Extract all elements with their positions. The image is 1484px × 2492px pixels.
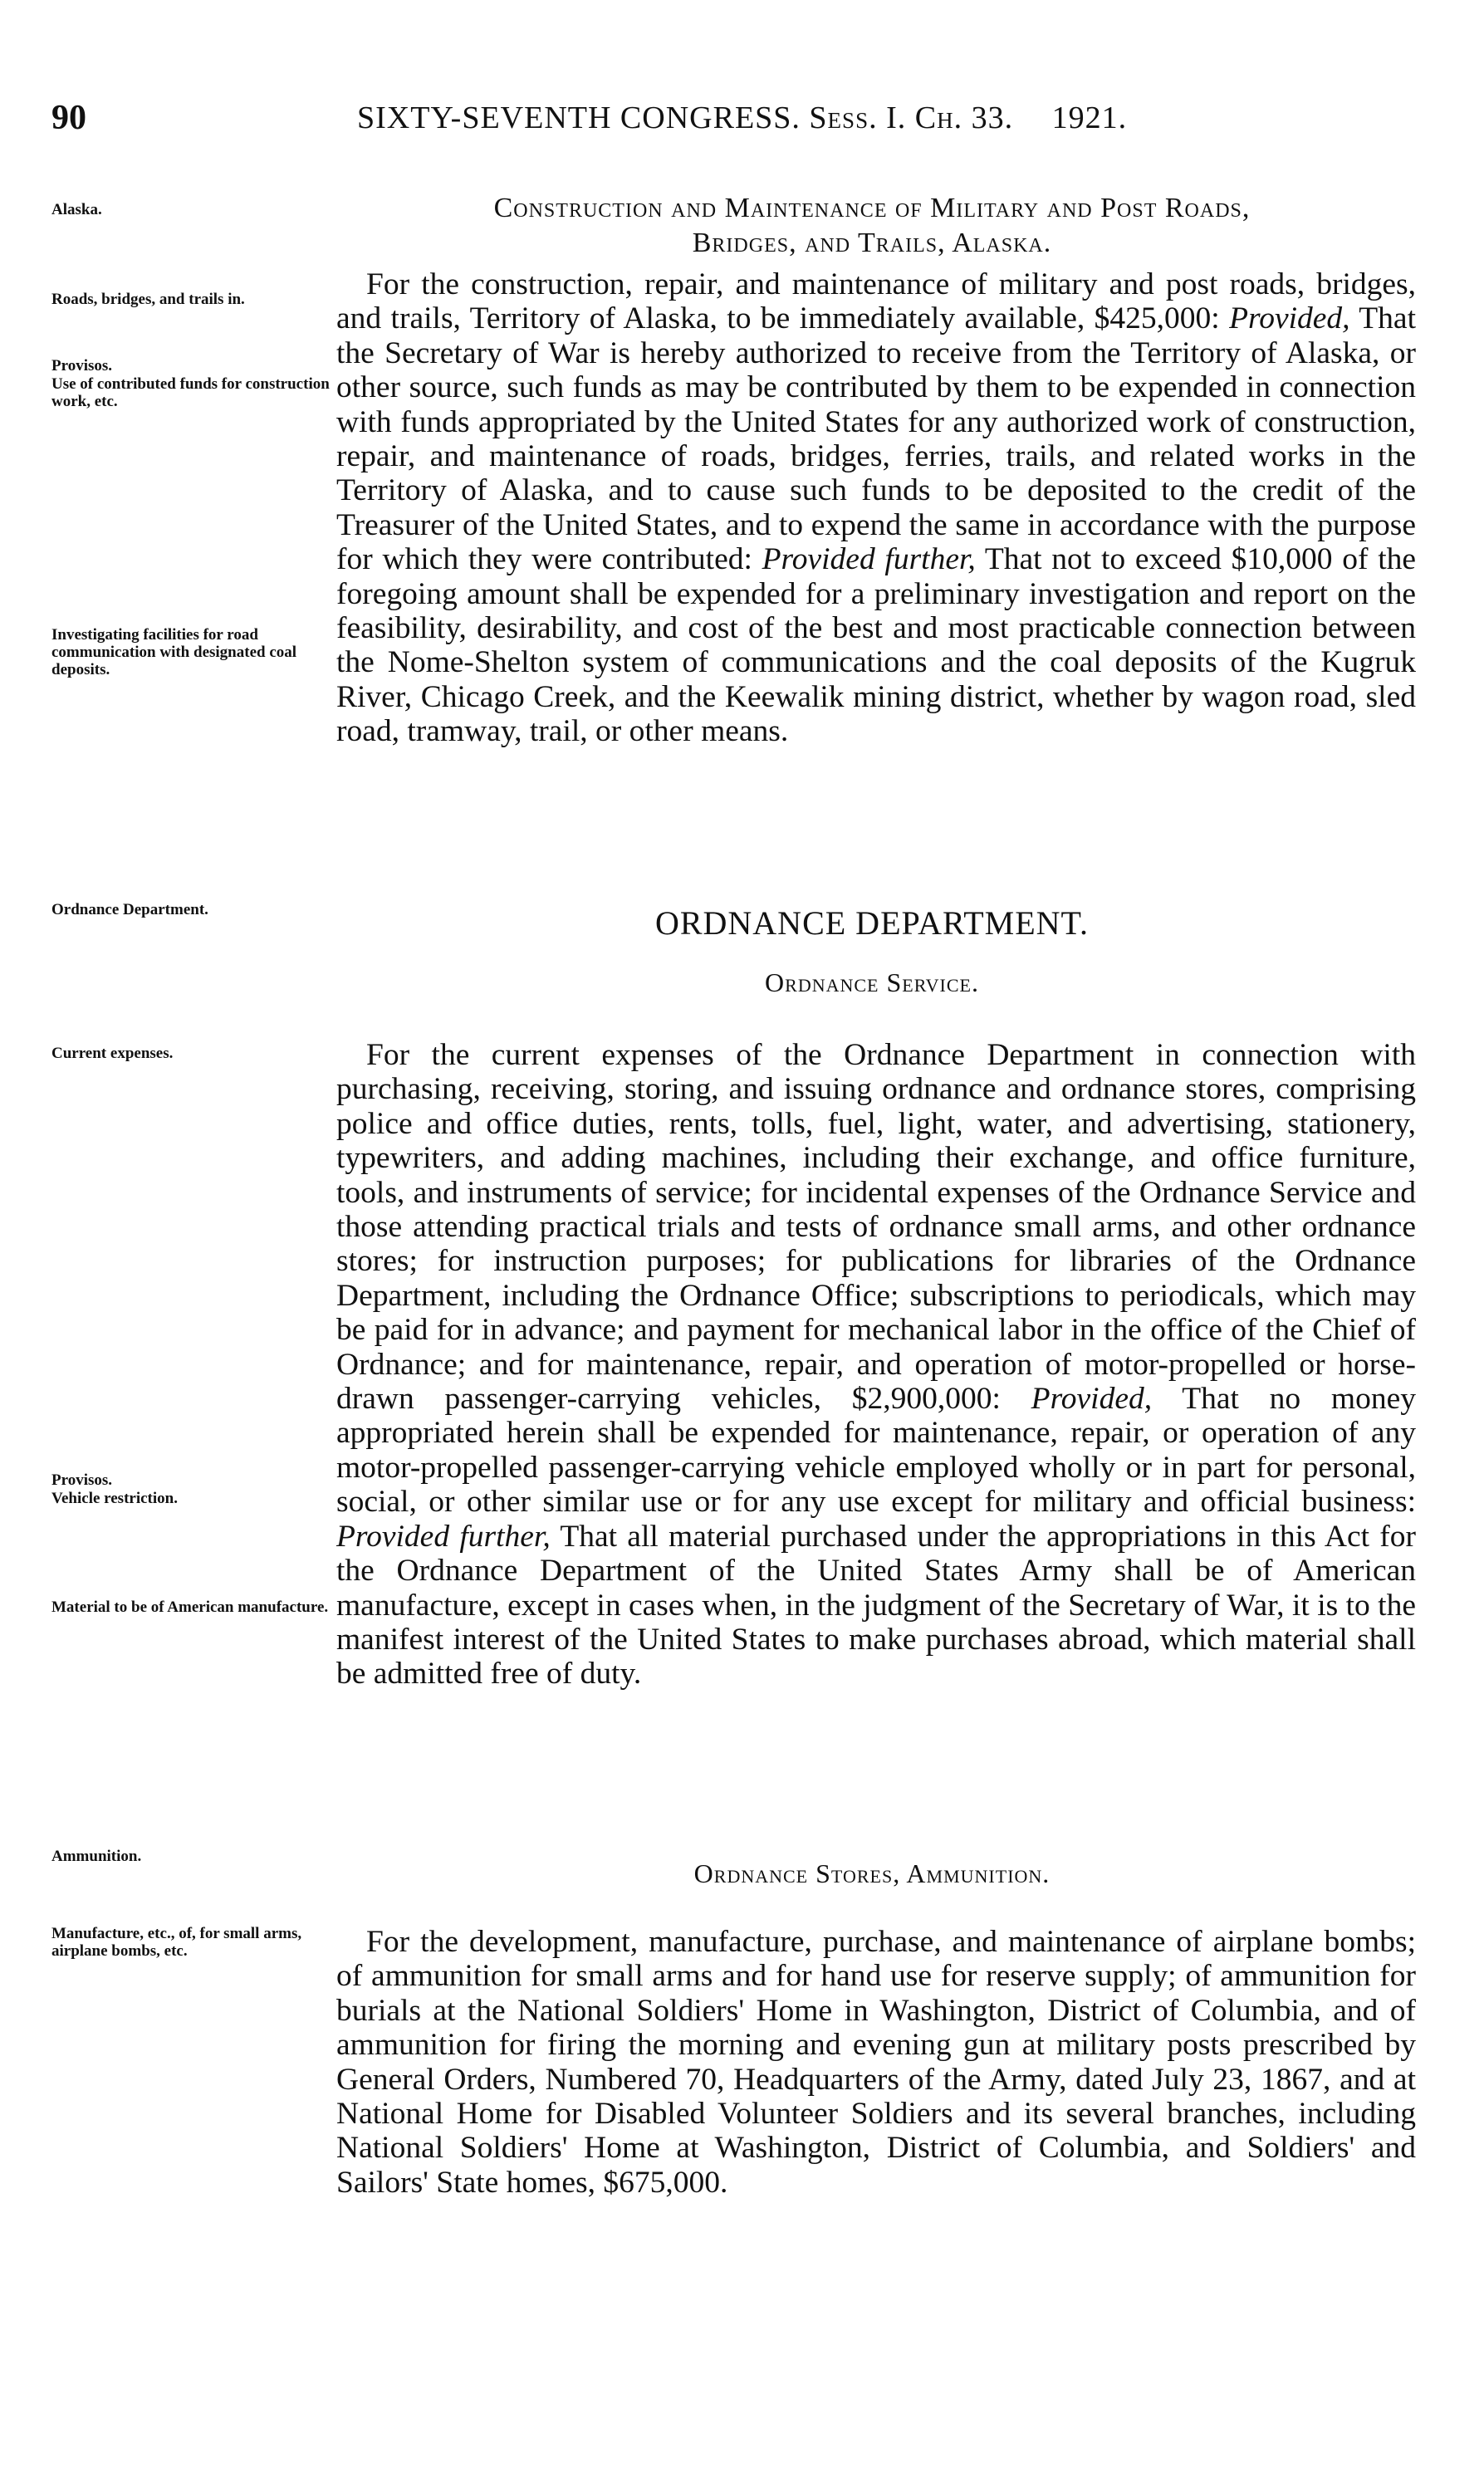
running-header: [51, 98, 1422, 148]
text-segment: For the current expenses of the Ordnance Department in connection with purchasing, receiving, storing, and issuing ordnance and ordnance stores, comprising police and office duties, rents, tolls, fuel, light, water, and advertising, stationery, typewriters, and adding machines, including their exchange, and office furniture, tools, and instruments of service; for incidental expenses of the Ordnance Service and those attending practical trials and tests of ordnance small arms, and other ordnance stores; for instruction purposes; for publications for libraries of the Ordnance Department, including the Ordnance Office; subscriptions to periodicals, which may be paid for in advance; and payment for mechanical labor in the office of the Chief of Ordnance; and for maintenance, repair, and operation of motor-propelled or horse-drawn passenger-carrying vehicles, $2,900,000:: [336, 1038, 1416, 1417]
running-title: [357, 100, 1127, 136]
text-segment: That not to exceed $10,000 of the foregoing amount shall be expended for a preliminary investigation and report on the feasibility, desirability, and cost of the best and most practicable connection between the Nome-Shelton system of communications and the coal deposits of the Kugruk River, Chicago Creek, and the Keewalik mining district, whether by wagon road, sled road, tramway, trail, or other means.: [336, 542, 1417, 749]
text-segment: For the development, manufacture, purchase, and maintenance of airplane bombs; of ammunition for small arms and for hand use for reserve supply; of ammunition for burials at the National Soldiers' Home in Washington, District of Columbia, and of ammunition for firing the morning and evening gun at military posts prescribed by General Orders, Numbered 70, Headquarters of the Army, dated July 23, 1867, and at National Home for Disabled Volunteer Soldiers and its several branches, including National Soldiers' Home at Washington, District of Columbia, and Soldiers' and Sailors' State homes, $675,000.: [336, 1925, 1416, 2200]
paragraph-ordnance-service: [336, 1038, 1416, 1692]
margin-note-ammunition: Ammunition.: [51, 1848, 142, 1865]
margin-note-contributed-funds: Use of contributed funds for construction work, etc.: [51, 375, 330, 410]
text-segment: For the construction, repair, and maintenance of military and post roads, bridges, and trails, Territory of Alaska, to be immediately available, $425,000:: [336, 267, 1416, 336]
chapter-label: Ch. 33.: [914, 100, 1014, 135]
text-segment: That all material purchased under the appropriations in this Act for the Ordnance Department of the United States Army shall be of American manufacture, except in cases when, in the judgment of the Secretary of War, it is to the manifest interest of the United States to make purchases abroad, which material shall be admitted free of duty.: [336, 1519, 1417, 1692]
section-title-alaska: [320, 191, 1424, 261]
proviso-label: Provided,: [1031, 1382, 1153, 1417]
margin-note-vehicle-restriction: Vehicle restriction.: [51, 1490, 178, 1507]
margin-note-manufacture: Manufacture, etc., of, for small arms, airplane bombs, etc.: [51, 1925, 302, 1960]
margin-note-alaska: Alaska.: [51, 201, 102, 218]
subheading-ordnance-service: Ordnance Service.: [765, 967, 979, 997]
margin-note-roads: Roads, bridges, and trails in.: [51, 291, 245, 308]
text-segment: That the Secretary of War is hereby authorized to receive from the Territory of Alaska, or other source, such funds as may be contributed by them to be expended in connection with funds appropriated by the United States for any authorized work of construction, repair, and maintenance of roads, bridges, ferries, trails, and related works in the Territory of Alaska, and to cause such funds to be deposited to the credit of the Treasurer of the United States, and to expend the same in accordance with the purpose for which they were contributed:: [336, 301, 1416, 577]
paragraph-alaska-roads: [336, 267, 1416, 749]
congress-title: SIXTY-SEVENTH CONGRESS.: [357, 100, 801, 135]
year-label: 1921.: [1051, 100, 1128, 135]
section-heading-ordnance: ORDNANCE DEPARTMENT.: [654, 904, 1090, 942]
proviso-label: Provided further,: [762, 542, 976, 577]
proviso-label: Provided,: [1229, 301, 1350, 336]
subheading-ordnance-stores-ammunition: Ordnance Stores, Ammunition.: [693, 1858, 1051, 1888]
paragraph-ammunition: [336, 1925, 1416, 2200]
page-number: 90: [51, 99, 86, 137]
margin-note-american-manufacture: Material to be of American manufacture.: [51, 1599, 329, 1616]
margin-note-investigating: Investigating facilities for road communication with designated coal deposits.: [51, 626, 297, 678]
margin-note-provisos: Provisos.: [51, 1471, 113, 1489]
section-title-line: Bridges, and Trails, Alaska.: [692, 228, 1052, 258]
text-segment: That no money appropriated herein shall be expended for maintenance, repair, or operation of any motor-propelled passenger-carrying vehicle employed wholly or in part for personal, social, or other similar use or for any use except for military and official business:: [336, 1382, 1416, 1520]
margin-note-provisos: Provisos.: [51, 357, 113, 375]
margin-note-current-expenses: Current expenses.: [51, 1045, 174, 1062]
session-label: Sess. I.: [809, 100, 907, 135]
section-title-line: Construction and Maintenance of Military and Post Roads,: [493, 193, 1251, 223]
margin-note-ordnance-department: Ordnance Department.: [51, 901, 208, 918]
proviso-label: Provided further,: [336, 1519, 551, 1554]
